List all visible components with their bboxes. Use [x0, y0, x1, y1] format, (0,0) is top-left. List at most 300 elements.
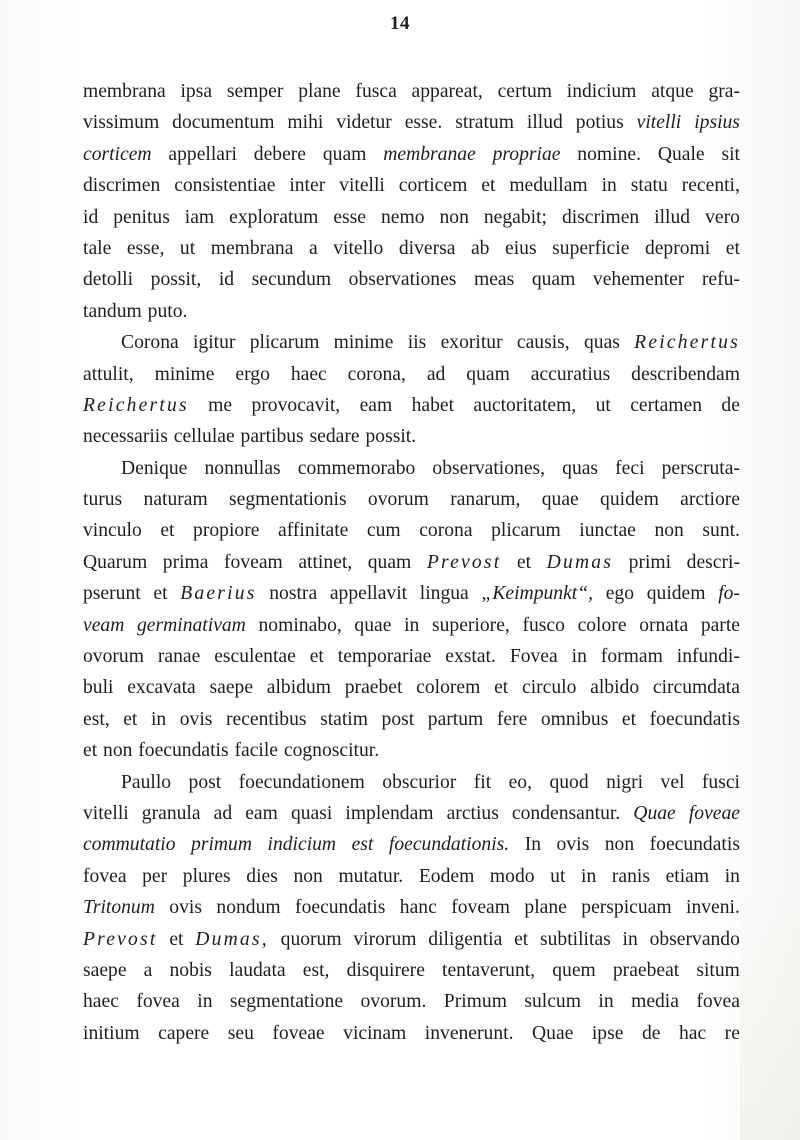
text-line	[83, 924, 740, 955]
emphasis: Tritonum	[83, 897, 155, 919]
word: non	[604, 834, 635, 856]
emphasis: fo-	[718, 583, 740, 605]
emphasis: Quae	[633, 802, 676, 824]
word: segmentationis	[229, 489, 347, 511]
word: praebet	[344, 677, 403, 699]
word: quam	[322, 143, 367, 165]
word: quae	[541, 489, 579, 511]
word: haec	[290, 363, 327, 385]
word: non	[439, 206, 469, 228]
text-line	[83, 892, 740, 923]
emphasis: est	[351, 834, 374, 856]
word: plicarum	[491, 520, 561, 542]
word: et	[514, 928, 529, 950]
word: granula	[141, 802, 201, 824]
word: puto.	[147, 300, 188, 322]
word: arctiore	[680, 489, 740, 511]
word: statim	[320, 708, 368, 730]
word: sulcum	[524, 991, 581, 1013]
word: pserunt	[83, 583, 141, 605]
word: tale	[83, 237, 112, 259]
word: inter	[289, 175, 326, 197]
word: possit,	[150, 269, 202, 291]
word: membrana	[83, 81, 166, 102]
word: minime	[333, 332, 394, 354]
word: quidem	[600, 489, 659, 511]
text-line	[83, 390, 740, 421]
word: colorem	[416, 677, 481, 699]
word: corona	[419, 520, 473, 542]
word: mihi	[287, 112, 324, 134]
word: atque	[651, 81, 694, 102]
word: ovis	[556, 834, 590, 856]
word: superficie	[552, 237, 630, 259]
word: vitelli	[83, 802, 129, 824]
word: fovea	[83, 865, 127, 887]
text-line	[83, 296, 740, 327]
word: albido	[590, 677, 640, 699]
word: affinitate	[278, 520, 349, 542]
word: circulo	[522, 677, 577, 699]
word: quod	[549, 771, 589, 793]
word: potius	[575, 112, 624, 134]
text-line	[83, 264, 740, 295]
text-line	[83, 202, 740, 233]
word: non	[103, 740, 133, 762]
word: nobis	[169, 959, 212, 981]
word: perspicuam	[581, 897, 672, 919]
word: lingua	[419, 583, 469, 605]
author-name: Reichertus	[83, 394, 189, 416]
word: nonnullas	[204, 457, 281, 479]
word: accuratius	[530, 363, 611, 385]
word: quorum	[280, 928, 342, 950]
word: Fovea	[509, 646, 558, 668]
word: quem	[552, 959, 596, 981]
word: diversa	[398, 237, 456, 259]
word: non	[654, 520, 684, 542]
word: per	[142, 865, 168, 887]
word: infundi-	[676, 646, 740, 668]
emphasis: ipsius	[694, 112, 740, 134]
word: certum	[497, 81, 552, 102]
text-line	[83, 139, 740, 170]
word: parte	[700, 614, 740, 636]
word: perscruta-	[661, 457, 740, 479]
paragraph-start	[83, 767, 740, 798]
word: initium	[83, 1022, 140, 1044]
word: appareat,	[411, 81, 483, 102]
text-line	[83, 704, 740, 735]
word: et	[494, 677, 509, 699]
word: Quale	[657, 143, 705, 165]
word: vitelli	[339, 175, 385, 197]
paragraph-start	[83, 327, 740, 358]
word: et	[169, 928, 184, 950]
word: capere	[158, 1022, 210, 1044]
word: certamen	[630, 394, 703, 416]
word: observationes	[348, 269, 457, 291]
word: plane	[298, 81, 341, 102]
emphasis: „Keimpunkt“,	[481, 583, 594, 605]
word: nondum	[216, 897, 281, 919]
word: foecundatis	[138, 740, 229, 762]
word: ranis	[611, 865, 650, 887]
word: primi	[628, 551, 672, 573]
word: eam	[359, 394, 393, 416]
word: videtur	[336, 112, 392, 134]
word: exstat.	[445, 646, 496, 668]
word: plane	[524, 897, 567, 919]
word: invenerunt.	[424, 1022, 514, 1044]
word: appellari	[168, 143, 237, 165]
word: in	[601, 175, 617, 197]
emphasis: propriae	[492, 143, 561, 165]
word: cognoscitur.	[283, 740, 380, 762]
word: ad	[426, 363, 446, 385]
text-line	[83, 861, 740, 892]
word: iam	[184, 206, 215, 228]
word: illud	[526, 112, 563, 134]
word: fusci	[701, 771, 740, 793]
text-line	[83, 233, 740, 264]
word: a	[143, 959, 153, 981]
word: saepe	[83, 959, 127, 981]
word: quasi	[290, 802, 333, 824]
word: secundum	[251, 269, 332, 291]
word: cellulae	[173, 426, 235, 448]
word: inveni.	[686, 897, 740, 919]
word: vero	[705, 206, 740, 228]
word: in	[724, 865, 740, 887]
word: refu-	[701, 269, 740, 291]
word: foveae	[272, 1022, 325, 1044]
word: negabit;	[483, 206, 547, 228]
word: obscurior	[382, 771, 457, 793]
word: vitello	[333, 237, 384, 259]
word: quam	[466, 363, 510, 385]
word: documentum	[172, 112, 275, 134]
word: foecundationem	[238, 771, 365, 793]
word: a	[308, 237, 318, 259]
word: post	[188, 771, 222, 793]
word: eo,	[508, 771, 533, 793]
word: iis	[407, 332, 427, 354]
word: diligentia	[428, 928, 503, 950]
word: laudata	[229, 959, 286, 981]
word: Eodem	[418, 865, 475, 887]
word: detolli	[83, 269, 134, 291]
word: ipsa	[180, 81, 213, 102]
word: foecundatis	[649, 834, 740, 856]
word: in	[404, 614, 420, 636]
word: ornata	[639, 614, 689, 636]
text-line	[83, 484, 740, 515]
text-line	[83, 107, 740, 138]
word: turus	[83, 489, 123, 511]
word: Paullo	[121, 771, 172, 793]
word: semper	[226, 81, 284, 102]
word: condensantur.	[511, 802, 621, 824]
text-line	[83, 578, 740, 609]
word: penitus	[113, 206, 170, 228]
word: observationes,	[432, 457, 546, 479]
word: provocavit,	[251, 394, 341, 416]
word: fusco	[522, 614, 565, 636]
word: eius	[505, 237, 537, 259]
word: nemo	[380, 206, 425, 228]
word: de	[721, 394, 740, 416]
word: eam	[245, 802, 278, 824]
word: Primum	[443, 991, 507, 1013]
word: meas	[473, 269, 515, 291]
word: ovis	[169, 897, 202, 919]
word: et	[160, 520, 175, 542]
text-line	[83, 359, 740, 390]
word: Denique	[121, 457, 188, 479]
word: in	[197, 991, 213, 1013]
author-name: Dumas	[546, 551, 614, 573]
word: tentaverunt,	[442, 959, 536, 981]
word: buli	[83, 677, 114, 699]
word: consistentiae	[174, 175, 276, 197]
word: esse	[333, 206, 367, 228]
word: quidem	[646, 583, 706, 605]
word: id	[83, 206, 99, 228]
emphasis: germinativam	[137, 614, 246, 636]
word: ipse	[591, 1022, 624, 1044]
word: mutatur.	[338, 865, 404, 887]
word: me	[208, 394, 233, 416]
emphasis: primum	[191, 834, 252, 856]
word: gra-	[708, 81, 740, 102]
word: fusca	[355, 81, 397, 102]
text-line	[83, 735, 740, 766]
emphasis: corticem	[83, 143, 152, 165]
word: est,	[83, 708, 110, 730]
word: modo	[489, 865, 535, 887]
text-line	[83, 641, 740, 672]
word: partum	[427, 708, 484, 730]
word: corona,	[347, 363, 406, 385]
word: fit	[473, 771, 492, 793]
author-name: Dumas,	[195, 928, 269, 950]
word: albidum	[266, 677, 331, 699]
word: nominabo,	[258, 614, 342, 636]
word: segmentatione	[229, 991, 344, 1013]
word: necessariis	[83, 426, 168, 448]
emphasis: commutatio	[83, 834, 176, 856]
body-text	[83, 76, 740, 1049]
word: hanc	[399, 897, 437, 919]
word: membrana	[210, 237, 294, 259]
text-line	[83, 515, 740, 546]
word: attinet,	[298, 551, 353, 573]
word: superiore,	[431, 614, 510, 636]
word: esse,	[126, 237, 165, 259]
word: vel	[660, 771, 685, 793]
word: temporariae	[337, 646, 432, 668]
word: in	[581, 865, 597, 887]
word: discrimen	[83, 175, 161, 197]
word: arctius	[446, 802, 499, 824]
word: re	[724, 1022, 740, 1044]
text-line	[83, 170, 740, 201]
word: et	[621, 708, 637, 730]
word: ab	[470, 237, 490, 259]
word: et	[83, 740, 98, 762]
word: sit	[721, 143, 740, 165]
text-line	[83, 421, 740, 452]
word: formam	[600, 646, 663, 668]
word: et	[516, 551, 532, 573]
word: exploratum	[229, 206, 319, 228]
word: corticem	[398, 175, 468, 197]
word: propiore	[193, 520, 260, 542]
word: ut	[179, 237, 196, 259]
text-line	[83, 547, 740, 578]
author-name: Baerius	[180, 583, 257, 605]
page-corner-shadow	[740, 880, 800, 1140]
text-line	[83, 986, 740, 1017]
word: colore	[577, 614, 627, 636]
word: naturam	[143, 489, 208, 511]
word: stratum	[455, 112, 514, 134]
word: praebeat	[612, 959, 680, 981]
word: fere	[496, 708, 528, 730]
word: fovea	[696, 991, 740, 1013]
word: descri-	[686, 551, 740, 573]
word: recentibus	[225, 708, 307, 730]
word: circumdata	[652, 677, 740, 699]
word: ranarum,	[450, 489, 521, 511]
word: statu	[630, 175, 668, 197]
word: nigri	[606, 771, 644, 793]
word: sedare	[309, 426, 360, 448]
word: sunt.	[702, 520, 740, 542]
word: non	[293, 865, 323, 887]
emphasis: vitelli	[636, 112, 682, 134]
word: ranae	[157, 646, 201, 668]
word: ut	[595, 394, 611, 416]
word: tandum	[83, 300, 142, 322]
word: haec	[83, 991, 119, 1013]
word: ergo	[235, 363, 270, 385]
word: describendam	[631, 363, 740, 385]
word: indicium	[566, 81, 637, 102]
word: recenti,	[681, 175, 740, 197]
word: ut	[550, 865, 566, 887]
word: virorum	[353, 928, 417, 950]
word: attulit,	[83, 363, 134, 385]
word: esculentae	[214, 646, 296, 668]
page-number: 14	[390, 13, 410, 34]
word: in	[622, 928, 638, 950]
word: quae	[354, 614, 392, 636]
word: et	[481, 175, 496, 197]
word: hac	[678, 1022, 707, 1044]
paragraph-start	[83, 453, 740, 484]
word: in	[571, 646, 587, 668]
text-line	[83, 1018, 740, 1049]
word: debere	[253, 143, 307, 165]
word: esse.	[404, 112, 443, 134]
word: igitur	[192, 332, 236, 354]
word: Corona	[121, 332, 179, 354]
word: ovorum	[83, 646, 144, 668]
word: saepe	[209, 677, 254, 699]
word: disquirere	[346, 959, 425, 981]
emphasis: membranae	[383, 143, 476, 165]
word: ego	[605, 583, 635, 605]
author-name: Prevost	[83, 928, 158, 950]
word: Quarum	[83, 551, 148, 573]
author-name: Prevost	[426, 551, 502, 573]
word: media	[631, 991, 679, 1013]
text-line	[83, 672, 740, 703]
word: seu	[227, 1022, 254, 1044]
word: subtilitas	[540, 928, 611, 950]
word: ovorum	[367, 489, 429, 511]
word: appellavit	[329, 583, 408, 605]
word: Quae	[532, 1022, 574, 1044]
word: feci	[615, 457, 645, 479]
word: facile	[234, 740, 278, 762]
word: et	[123, 708, 138, 730]
word: et	[309, 646, 324, 668]
emphasis: foveae	[688, 802, 740, 824]
word: quas	[583, 332, 620, 354]
text-line	[83, 829, 740, 860]
word: foveam	[224, 551, 283, 573]
word: situm	[696, 959, 740, 981]
word: observando	[649, 928, 740, 950]
word: quas	[562, 457, 599, 479]
word: ovorum.	[360, 991, 427, 1013]
word: nostra	[269, 583, 318, 605]
word: nomine.	[577, 143, 641, 165]
word: quam	[367, 551, 412, 573]
word: plures	[182, 865, 231, 887]
word: etiam	[665, 865, 710, 887]
word: auctoritatem,	[473, 394, 577, 416]
word: implendam	[345, 802, 434, 824]
word: ad	[213, 802, 233, 824]
word: est,	[302, 959, 330, 981]
text-line	[83, 76, 740, 107]
word: minime	[154, 363, 215, 385]
word: foecundatis	[295, 897, 386, 919]
word: post	[381, 708, 415, 730]
word: et	[153, 583, 168, 605]
text-line	[83, 798, 740, 829]
word: prima	[162, 551, 209, 573]
word: illud	[654, 206, 691, 228]
word: causis,	[516, 332, 570, 354]
word: in	[150, 708, 167, 730]
word: vicinam	[343, 1022, 407, 1044]
emphasis: foecundationis.	[388, 834, 510, 856]
word: commemorabo	[297, 457, 416, 479]
word: dies	[246, 865, 278, 887]
emphasis: indicium	[267, 834, 337, 856]
word: medullam	[509, 175, 588, 197]
word: discrimen	[561, 206, 640, 228]
emphasis: veam	[83, 614, 125, 636]
word: In	[524, 834, 542, 856]
word: partibus	[240, 426, 304, 448]
word: cum	[366, 520, 401, 542]
